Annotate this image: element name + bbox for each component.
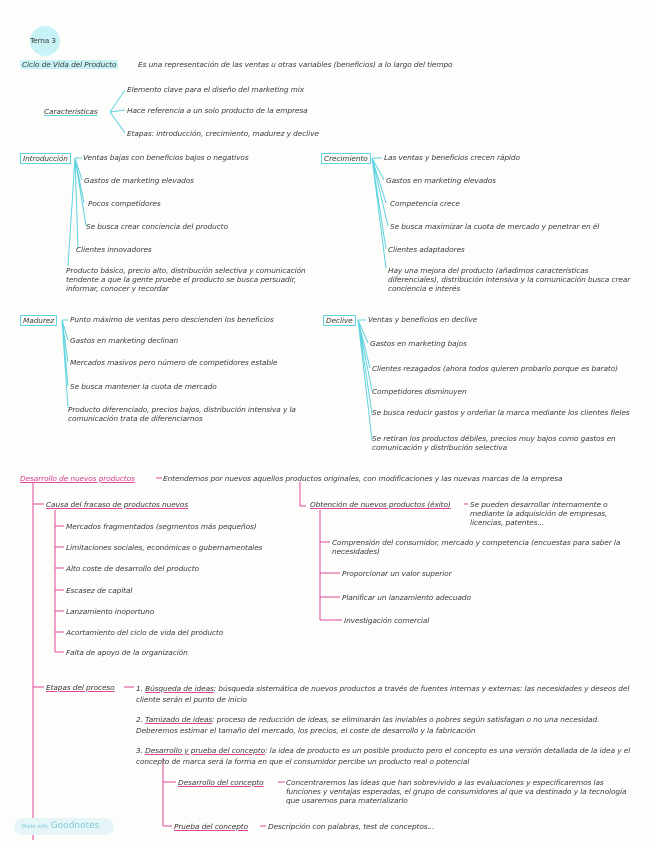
introduccion-item: Ventas bajas con beneficios bajos o negativos xyxy=(83,153,249,162)
etapa-3-title: Desarrollo y prueba del concepto xyxy=(145,746,265,755)
declive-item: Competidores disminuyen xyxy=(372,387,467,396)
crecimiento-item: Las ventas y beneficios crecen rápido xyxy=(384,153,520,162)
madurez-note: Producto diferenciado, precios bajos, distribución intensiva y la comunicación trata de diferenciarnos xyxy=(68,405,296,423)
etapa-2 xyxy=(136,714,641,736)
etapa-2-num: 2. xyxy=(136,715,143,724)
tema-label: Tema 3 xyxy=(30,36,56,45)
desarrollo-title: Desarrollo de nuevos productos xyxy=(20,474,135,483)
etapa-3-num: 3. xyxy=(136,746,143,755)
prueba-concepto-title: Prueba del concepto xyxy=(174,822,249,831)
etapas-title: Etapas del proceso xyxy=(46,683,115,692)
madurez-item: Gastos en marketing declinan xyxy=(70,336,179,345)
desarrollo-definition: Entendemos por nuevos aquellos productos originales, con modificaciones y las nuevas marcas de la empresa xyxy=(163,474,563,483)
caracteristica-item: Elemento clave para el diseño del marketing mix xyxy=(127,85,305,94)
madurez-item: Se busca mantener la cuota de mercado xyxy=(70,382,217,391)
crecimiento-title: Crecimiento xyxy=(321,153,371,164)
crecimiento-item: Se busca maximizar la cuota de mercado y penetrar en él xyxy=(390,222,600,231)
goodnotes-logo xyxy=(14,818,114,835)
crecimiento-item: Gastos en marketing elevados xyxy=(386,176,496,185)
obtencion-text: Se pueden desarrollar internamente o mediante la adquisición de empresas, licencias, patentes... xyxy=(470,500,608,527)
ciclo-title: Ciclo de Vida del Producto xyxy=(22,60,117,69)
causa-item: Limitaciones sociales, económicas o gubernamentales xyxy=(66,543,263,552)
etapa-2-title: Tamizado de ideas xyxy=(145,715,213,724)
causa-item: Escasez de capital xyxy=(66,586,133,595)
causa-item: Lanzamiento inoportuno xyxy=(66,607,155,616)
prueba-concepto-text: Descripción con palabras, test de conceptos... xyxy=(268,822,435,831)
caracteristica-item: Hace referencia a un solo producto de la empresa xyxy=(127,106,308,115)
desarrollo-concepto-title: Desarrollo del concepto xyxy=(178,778,264,787)
crecimiento-item: Competencia crece xyxy=(390,199,460,208)
obtencion-item: Proporcionar un valor superior xyxy=(342,569,452,578)
declive-item: Se busca reducir gastos y ordeñar la marca mediante los clientes fieles xyxy=(372,408,630,417)
introduccion-note: Producto básico, precio alto, distribución selectiva y comunicación tendente a que la gente pruebe el producto se busca persuadir, informar, conocer y recordar xyxy=(66,266,306,293)
etapa-3 xyxy=(136,745,641,767)
logo-made-with: Made with xyxy=(22,824,48,830)
causa-item: Falta de apoyo de la organización xyxy=(66,648,188,657)
ciclo-definition: Es una representación de las ventas u otras variables (beneficios) a lo largo del tiempo xyxy=(138,60,453,69)
crecimiento-item: Clientes adaptadores xyxy=(388,245,465,254)
introduccion-item: Clientes innovadores xyxy=(76,245,152,254)
causa-item: Acortamiento del ciclo de vida del producto xyxy=(66,628,224,637)
etapa-1-text: : búsqueda sistemática de nuevos productos a través de fuentes internas y externas: las necesidades y deseos del cliente serán el punto de inicio xyxy=(136,684,630,704)
declive-item: Se retiran los productos débiles, precios muy bajos como gastos en comunicación y distribución selectiva xyxy=(372,434,616,452)
declive-item: Gastos en marketing bajos xyxy=(370,339,467,348)
introduccion-title: Introducción xyxy=(20,153,71,164)
etapa-2-text: : proceso de reducción de ideas, se eliminarán las inviables o pobres según satisfagan o no una necesidad. Deberemos estimar el tamaño del mercado, los precios, el coste de desarrollo y la fabricación xyxy=(136,715,600,735)
etapa-1-num: 1. xyxy=(136,684,143,693)
obtencion-title: Obtención de nuevos productos (éxito) xyxy=(310,500,451,509)
madurez-item: Mercados masivos pero número de competidores estable xyxy=(70,358,278,367)
causa-item: Mercados fragmentados (segmentos más pequeños) xyxy=(66,522,257,531)
caracteristica-item: Etapas: introducción, crecimiento, madurez y declive xyxy=(127,129,319,138)
madurez-title: Madurez xyxy=(20,315,57,326)
logo-brand: Goodnotes xyxy=(50,821,100,831)
declive-title: Declive xyxy=(323,315,356,326)
declive-item: Ventas y beneficios en declive xyxy=(368,315,478,324)
introduccion-item: Gastos de marketing elevados xyxy=(84,176,194,185)
declive-item: Clientes rezagados (ahora todos quieren probarlo porque es barato) xyxy=(372,364,618,373)
obtencion-item: Investigación comercial xyxy=(344,616,430,625)
causas-title: Causa del fracaso de productos nuevos xyxy=(46,500,189,509)
obtencion-item: Comprensión del consumidor, mercado y competencia (encuestas para saber la necesidades) xyxy=(332,538,621,556)
crecimiento-note: Hay una mejora del producto (añadimos características diferenciales), distribución intensiva y la comunicación busca crear conciencia e interés xyxy=(388,266,631,293)
desarrollo-concepto-text: Concentraremos las ideas que han sobrevivido a las evaluaciones y especificaremos las funciones y ventajas esperadas, el grupo de consumidores al que va destinado y la tecnología que usaremos para materializarlo xyxy=(286,778,627,805)
introduccion-item: Se busca crear conciencia del producto xyxy=(86,222,228,231)
etapa-1-title: Búsqueda de ideas xyxy=(145,684,214,693)
caracteristicas-title: Caracteristicas xyxy=(44,107,98,116)
madurez-item: Punto máximo de ventas pero descienden los beneficios xyxy=(70,315,274,324)
etapa-1 xyxy=(136,683,641,705)
obtencion-item: Planificar un lanzamiento adecuado xyxy=(342,593,471,602)
introduccion-item: Pocos competidores xyxy=(88,199,161,208)
causa-item: Alto coste de desarrollo del producto xyxy=(66,564,199,573)
etapa-3-text: : la idea de producto es un posible producto pero el concepto es una versión detallada de la idea y el concepto de marca será la forma en que el consumidor percibe un producto real o potencial xyxy=(136,746,631,766)
